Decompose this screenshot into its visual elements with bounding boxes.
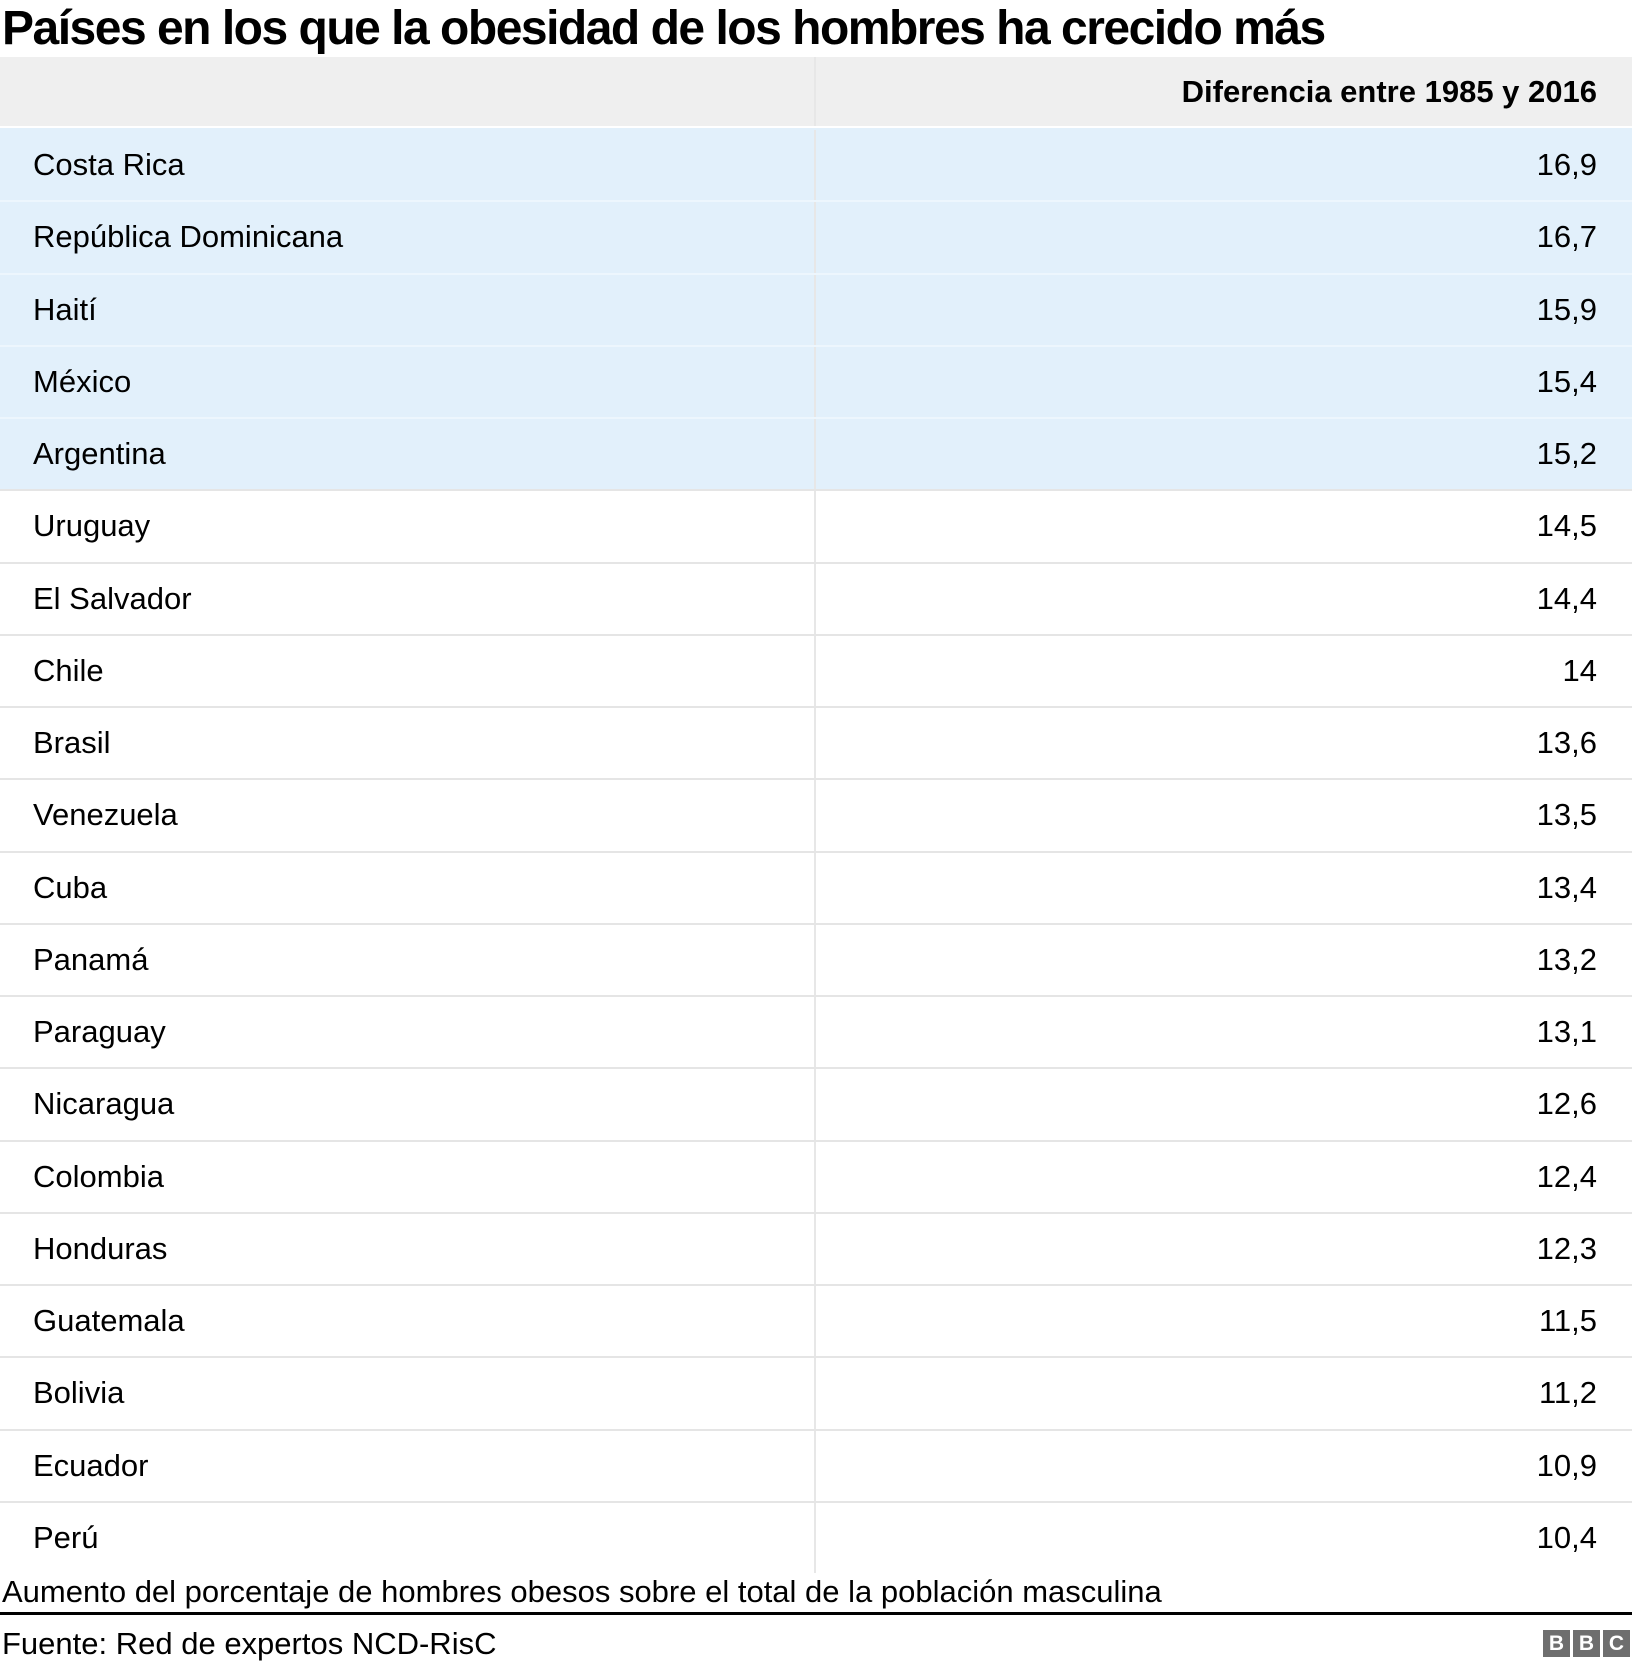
table-row: [0, 489, 1632, 561]
table-row: [0, 706, 1632, 778]
value-cell: 10,9: [1536, 1447, 1597, 1483]
bbc-logo-block: B: [1573, 1630, 1600, 1657]
table-row: [0, 345, 1632, 417]
bbc-logo-block: B: [1543, 1630, 1570, 1657]
value-cell: 13,6: [1536, 725, 1597, 761]
table-row: [0, 1429, 1632, 1501]
country-cell: Haití: [0, 275, 816, 345]
value-cell: 15,2: [1536, 436, 1597, 472]
table-row: [0, 634, 1632, 706]
table-row: [0, 1140, 1632, 1212]
value-cell: 16,9: [1536, 147, 1597, 183]
value-cell: 10,4: [1536, 1519, 1597, 1555]
country-cell: Nicaragua: [0, 1069, 816, 1139]
value-header-label: Diferencia entre 1985 y 2016: [1181, 73, 1597, 109]
chart-title: Países en los que la obesidad de los hombres ha crecido más: [2, 2, 1325, 55]
source-credit: Fuente: Red de expertos NCD-RisC: [2, 1625, 497, 1661]
table-row: [0, 562, 1632, 634]
table-row: [0, 417, 1632, 489]
country-cell: México: [0, 347, 816, 417]
bbc-logo-block: C: [1603, 1630, 1630, 1657]
table-row: [0, 1284, 1632, 1356]
country-cell: Guatemala: [0, 1286, 816, 1356]
value-cell: 14: [1562, 652, 1597, 688]
table-row: [0, 923, 1632, 995]
table-row: [0, 128, 1632, 200]
table-row: [0, 200, 1632, 272]
value-cell: 12,6: [1536, 1086, 1597, 1122]
country-cell: Uruguay: [0, 491, 816, 561]
value-cell: 15,4: [1536, 363, 1597, 399]
value-cell: 15,9: [1536, 291, 1597, 327]
table-rows: [0, 128, 1632, 1573]
bbc-logo: [1543, 1630, 1630, 1657]
value-cell: 14,4: [1536, 580, 1597, 616]
country-header-cell: [0, 57, 816, 126]
value-cell: 11,2: [1538, 1375, 1597, 1411]
country-cell: Ecuador: [0, 1431, 816, 1501]
table-row: [0, 1067, 1632, 1139]
value-cell: 12,3: [1536, 1230, 1597, 1266]
country-cell: Panamá: [0, 925, 816, 995]
table-row: [0, 1212, 1632, 1284]
country-cell: Cuba: [0, 853, 816, 923]
table-row: [0, 851, 1632, 923]
value-cell: 16,7: [1536, 219, 1597, 255]
value-cell: 13,5: [1536, 797, 1597, 833]
footer: [0, 1615, 1632, 1672]
value-cell: 12,4: [1536, 1158, 1597, 1194]
country-cell: Venezuela: [0, 780, 816, 850]
table-row: [0, 1501, 1632, 1573]
table-row: [0, 273, 1632, 345]
value-cell: 14,5: [1536, 508, 1597, 544]
table-row: [0, 1356, 1632, 1428]
value-cell: 13,1: [1536, 1014, 1597, 1050]
table-header-row: [0, 57, 1632, 128]
country-cell: Brasil: [0, 708, 816, 778]
country-cell: Costa Rica: [0, 130, 816, 200]
country-cell: Argentina: [0, 419, 816, 489]
obesity-table: [0, 57, 1632, 1573]
country-cell: Honduras: [0, 1214, 816, 1284]
value-cell: 13,2: [1536, 941, 1597, 977]
value-cell: 13,4: [1536, 869, 1597, 905]
value-cell: 11,5: [1538, 1303, 1597, 1339]
country-cell: Perú: [0, 1503, 816, 1573]
table-row: [0, 778, 1632, 850]
country-cell: República Dominicana: [0, 202, 816, 272]
country-cell: Chile: [0, 636, 816, 706]
country-cell: Paraguay: [0, 997, 816, 1067]
chart-footnote: Aumento del porcentaje de hombres obesos sobre el total de la población masculina: [2, 1574, 1162, 1609]
country-cell: Colombia: [0, 1142, 816, 1212]
country-cell: Bolivia: [0, 1358, 816, 1428]
country-cell: El Salvador: [0, 564, 816, 634]
table-row: [0, 995, 1632, 1067]
